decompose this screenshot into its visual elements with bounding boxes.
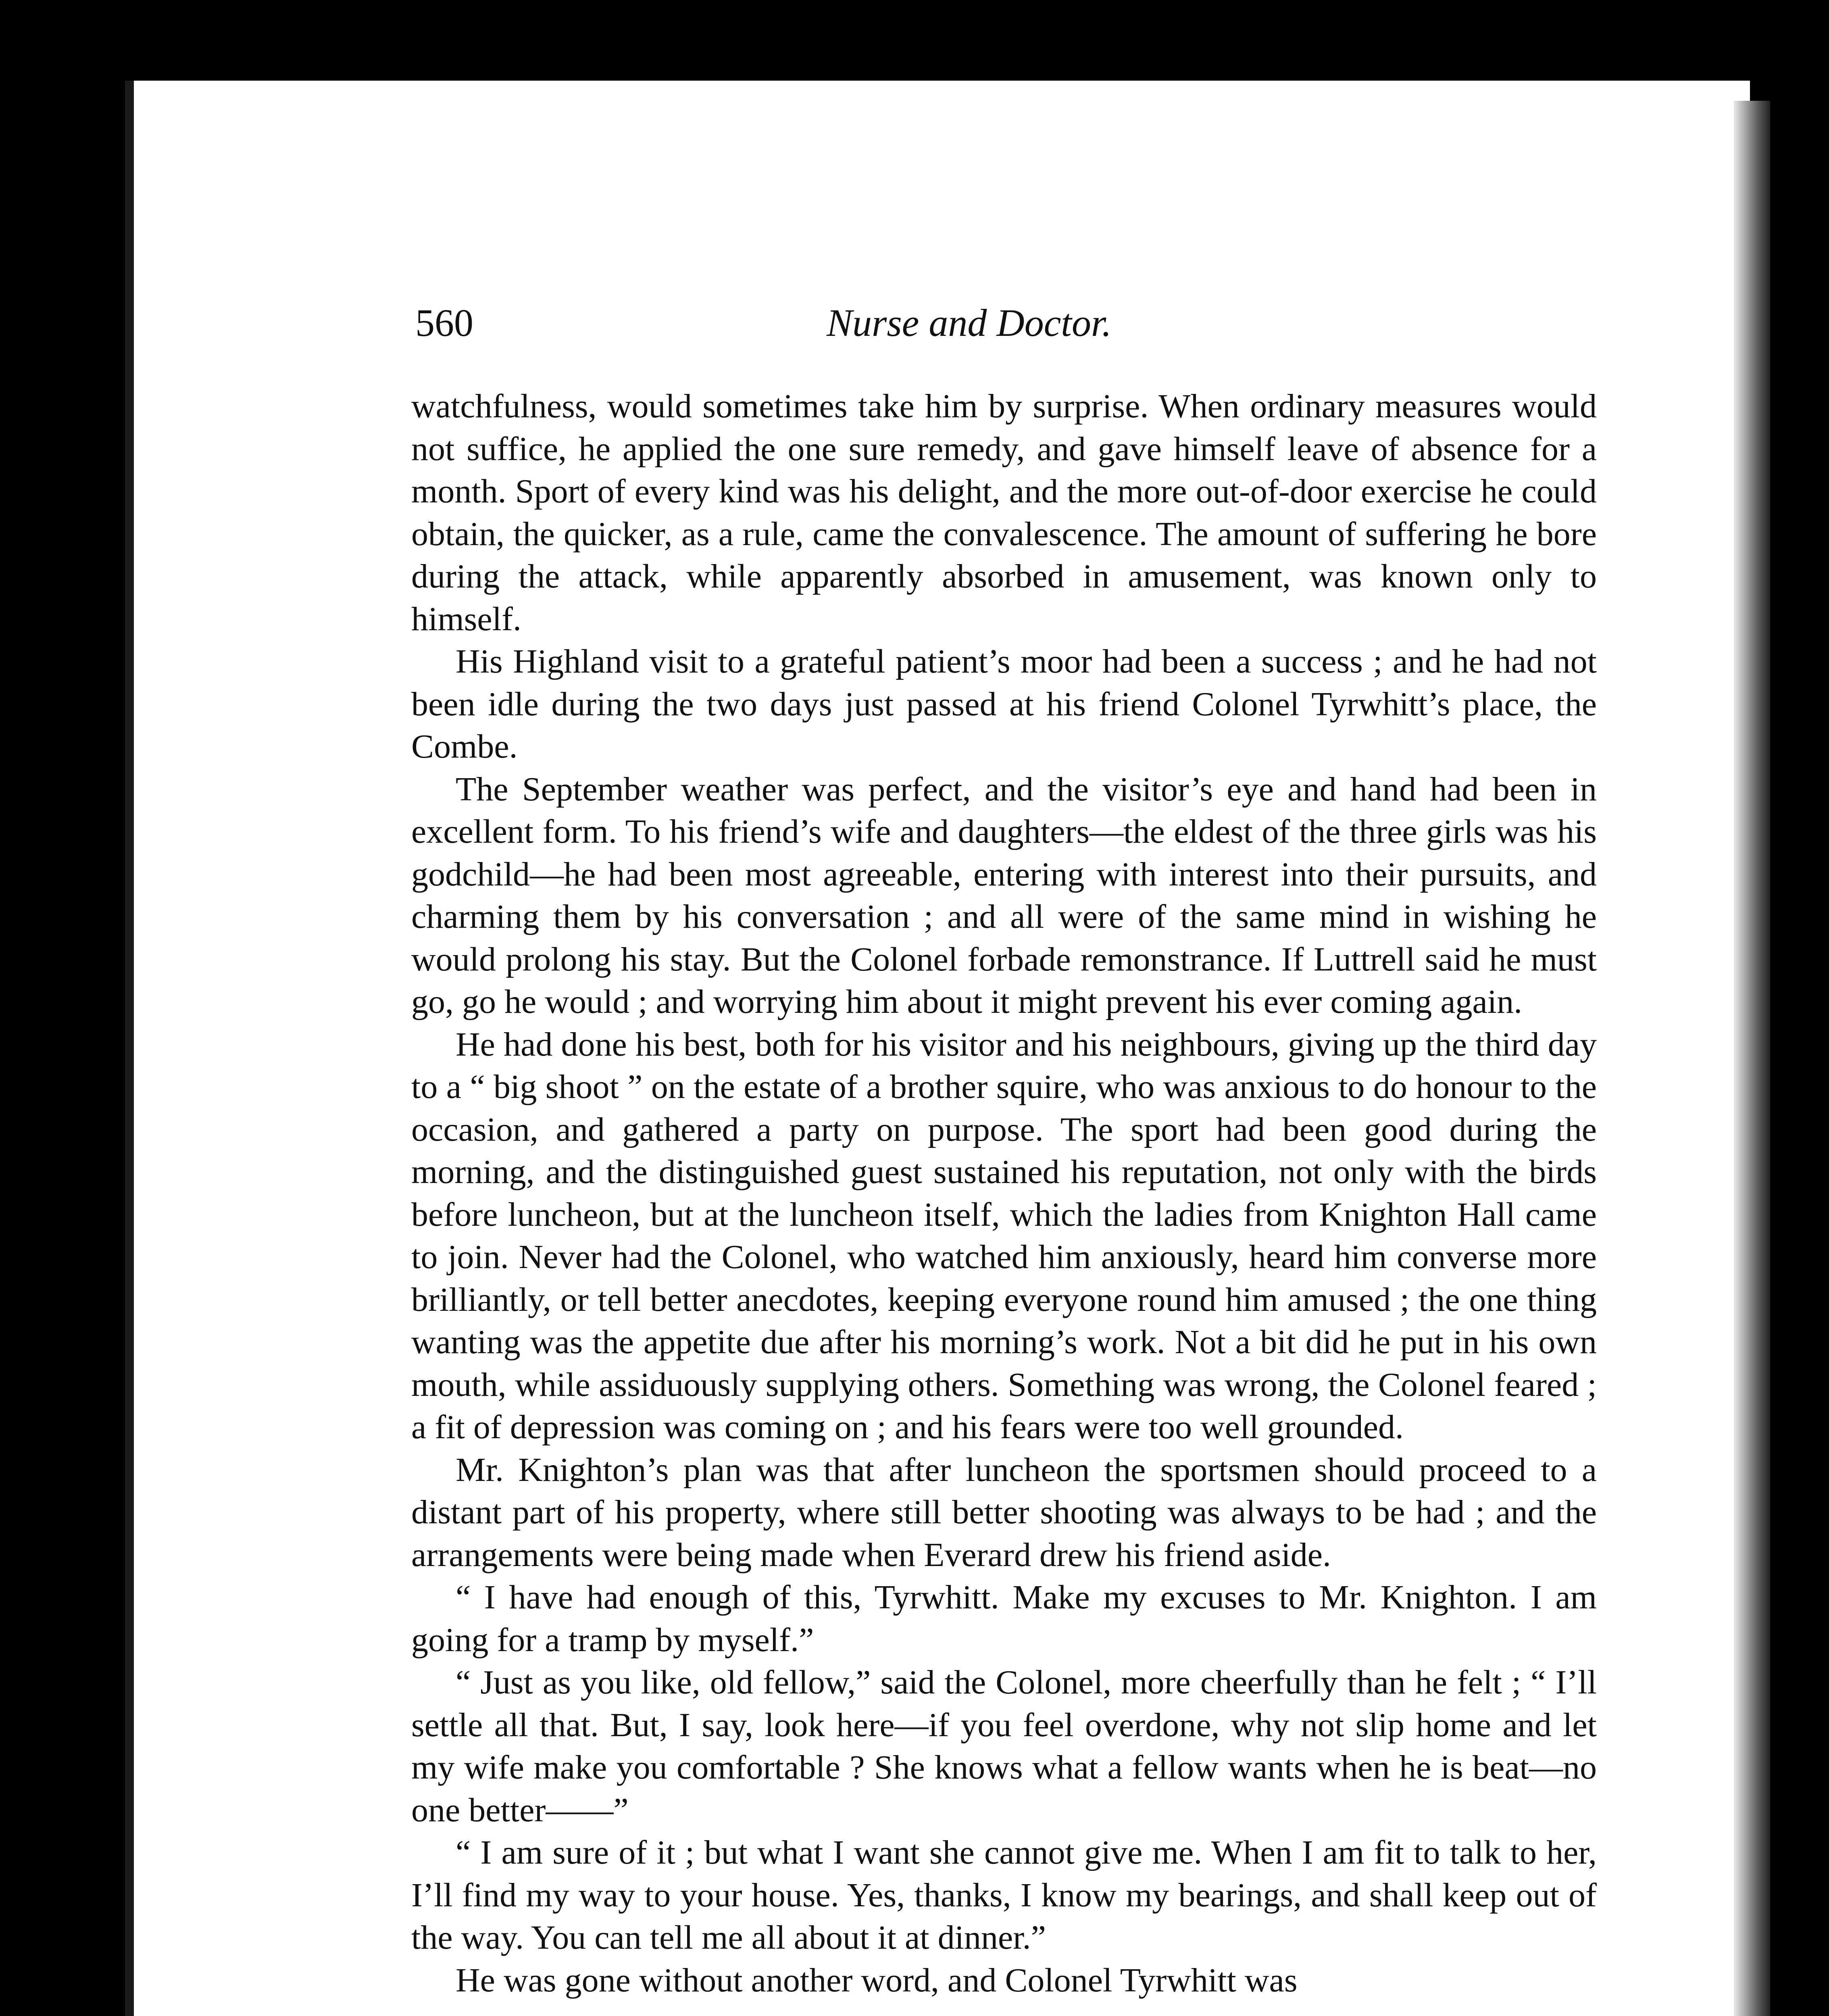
paragraph: “ I am sure of it ; but what I want she cannot give me. When I am fit to talk to her, I’ll find my way to your house. Yes, thanks, I know my bearings, and shall keep out of the way. You can tell me all about it at dinner.”	[411, 1834, 1597, 1956]
paragraph: “ I have had enough of this, Tyrwhitt. Make my excuses to Mr. Knighton. I am going for a tramp by myself.”	[411, 1579, 1597, 1659]
page-header	[415, 300, 1597, 349]
paragraph: watchfulness, would sometimes take him by surprise. When ordinary measures would not suffice, he applied the one sure remedy, and gave himself leave of absence for a month. Sport of every kind was his delight, and the more out-of-door exercise he could obtain, the quicker, as a rule, came the convalescence. The amount of suffering he bore during the attack, while apparently absorbed in amusement, was known only to himself.	[411, 387, 1597, 638]
page-edge	[1734, 101, 1770, 2016]
paragraph: The September weather was perfect, and the visitor’s eye and hand had been in excellent form. To his friend’s wife and daughters—the eldest of the three girls was his godchild—he had been most agreeable, entering with interest into their pursuits, and charming them by his conversation ; and all were of the same mind in wishing he would prolong his stay. But the Colonel forbade remonstrance. If Luttrell said he must go, go he would ; and worrying him about it might prevent his ever coming again.	[411, 770, 1597, 1020]
body-text	[411, 385, 1597, 2001]
paragraph: “ Just as you like, old fellow,” said the Colonel, more cheerfully than he felt ; “ I’ll settle all that. But, I say, look here—if you feel overdone, why not slip home and let my wife make you comfortable ? She knows what a fellow wants when he is beat—no one better——”	[411, 1664, 1597, 1829]
paragraph: His Highland visit to a grateful patient’s moor had been a success ; and he had not been idle during the two days just passed at his friend Colonel Tyrwhitt’s place, the Combe.	[411, 643, 1597, 765]
running-title: Nurse and Doctor.	[827, 301, 1112, 344]
paragraph: He had done his best, both for his visitor and his neighbours, giving up the third day to a “ big shoot ” on the estate of a brother squire, who was anxious to do honour to the occasion, and gathered a party on purpose. The sport had been good during the morning, and the distinguished guest sustained his reputation, not only with the birds before luncheon, but at the luncheon itself, which the ladies from Knighton Hall came to join. Never had the Colonel, who watched him anxiously, heard him converse more brilliantly, or tell better anecdotes, keeping everyone round him amused ; the one thing wanting was the appetite due after his morning’s work. Not a bit did he put in his own mouth, while assiduously supplying others. Something was wrong, the Colonel feared ; a fit of depression was coming on ; and his fears were too well grounded.	[411, 1025, 1597, 1446]
page-number: 560	[415, 301, 473, 344]
paragraph: He was gone without another word, and Colonel Tyrwhitt was	[456, 1961, 1298, 1999]
paragraph: Mr. Knighton’s plan was that after luncheon the sportsmen should proceed to a distant part of his property, where still better shooting was always to be had ; and the arrangements were being made when Everard drew his friend aside.	[411, 1451, 1597, 1574]
